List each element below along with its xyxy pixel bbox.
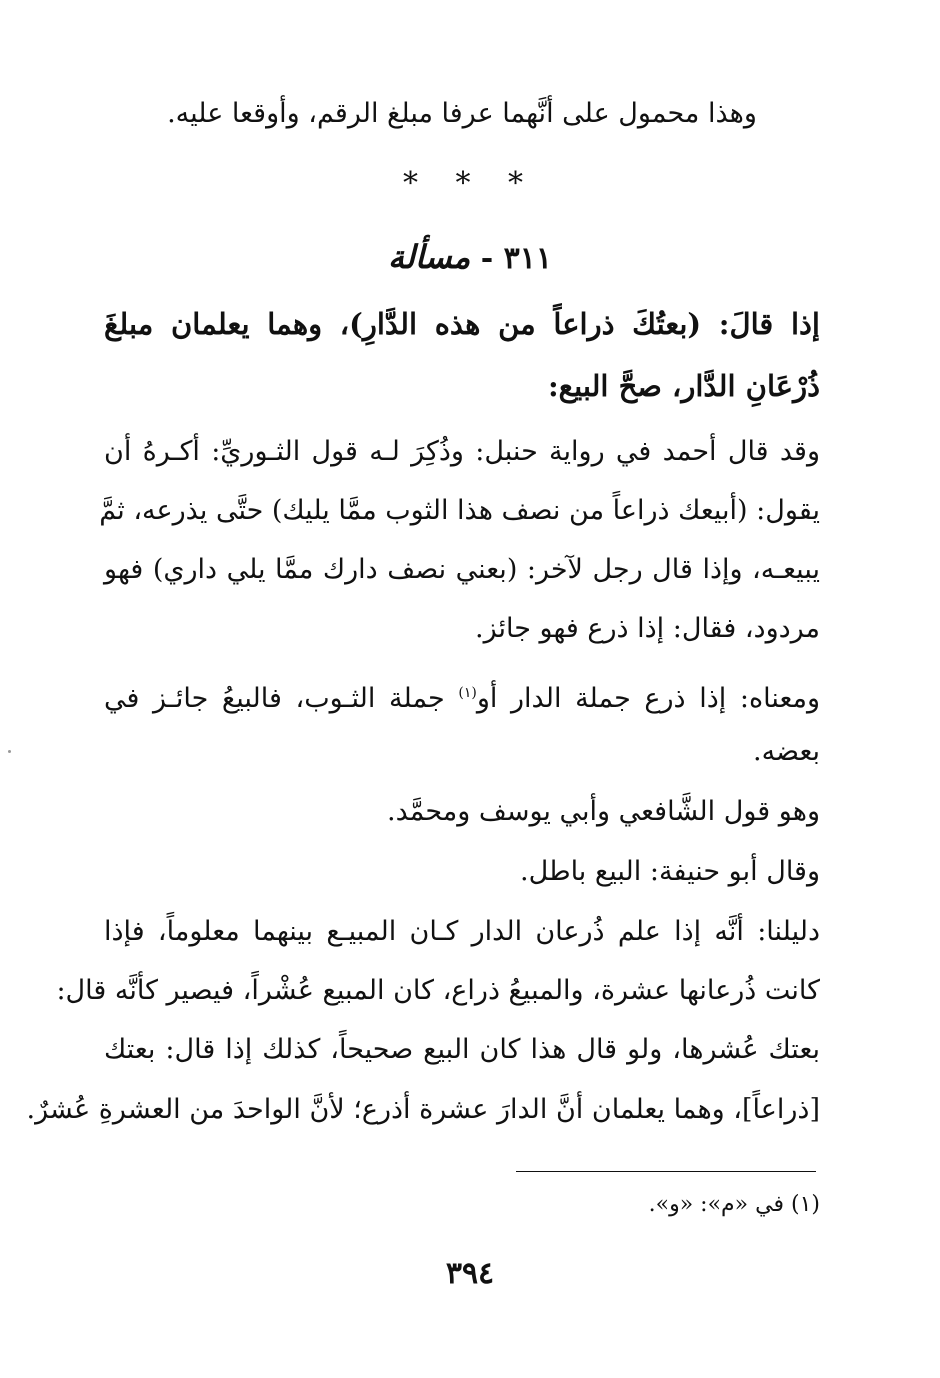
text-line-13: كانت ذُرعانها عشرة، والمبيعُ ذراع، كان المبيع عُشْراً، فيصير كأنَّه قال: (56, 975, 820, 1006)
text-line-4: وقد قال أحمد في رواية حنبل: وذُكِرَ لـه قول الثـوريِّ: أكـرهُ أن (104, 436, 820, 467)
text-line-8-part-1: ومعناه: إذا ذرع جملة الدار أو (476, 683, 820, 714)
page-number: ٣٩٤ (445, 1256, 495, 1291)
text-line-8-part-2: جملة الثـوب، فالبيعُ جائـز في (104, 683, 445, 714)
text-line-6: يبيعـه، وإذا قال رجل لآخر: (بعني نصف دارك ممَّا يلي داري) فهو (104, 554, 820, 585)
text-line-8 (104, 675, 820, 717)
text-line-1: وهذا محمول على أنَّهما عرفا مبلغ الرقم، وأوقعا عليه. (167, 98, 757, 129)
footnote-text: في «م»: «و». (648, 1192, 784, 1217)
issue-number: ٣١١ - (480, 241, 553, 276)
text-line-15: [ذراعاً]، وهما يعلمان أنَّ الدارَ عشرة أذرع؛ لأنَّ الواحدَ من العشرةِ عُشرٌ. (26, 1094, 820, 1125)
text-line-12: دليلنا: أنَّه إذا علم ذُرعان الدار كـان المبيـع بينهما معلوماً، فإذا (104, 916, 820, 947)
issue-title-line-1: إذا قالَ: (بعتُكَ ذراعاً من هذه الدَّارِ)، وهما يعلمان مبلغَ (104, 307, 820, 341)
footnote-separator (516, 1171, 816, 1172)
issue-title-line-2: ذُرْعَانِ الدَّار، صحَّ البيع: (547, 369, 820, 403)
footnote-number: (١) (790, 1192, 820, 1217)
footnote-reference: (١) (458, 685, 477, 701)
text-line-7: مردود، فقال: إذا ذرع فهو جائز. (475, 613, 820, 644)
text-line-5: يقول: (أبيعك ذراعاً من نصف هذا الثوب ممَّا يليك) حتَّى يذرعه، ثمَّ (99, 495, 820, 526)
text-line-10: وهو قول الشَّافعي وأبي يوسف ومحمَّد. (387, 796, 820, 827)
text-line-11: وقال أبو حنيفة: البيع باطل. (520, 856, 820, 887)
text-line-14: بعتك عُشرها، ولو قال هذا كان البيع صحيحاً، كذلك إذا قال: بعتك (104, 1034, 820, 1065)
section-separator-stars: * * * (402, 166, 538, 201)
scan-speck (8, 750, 11, 753)
text-line-9: بعضه. (752, 736, 820, 767)
issue-word: مسألة (387, 238, 471, 276)
footnote (104, 1192, 820, 1217)
issue-heading (0, 238, 940, 276)
